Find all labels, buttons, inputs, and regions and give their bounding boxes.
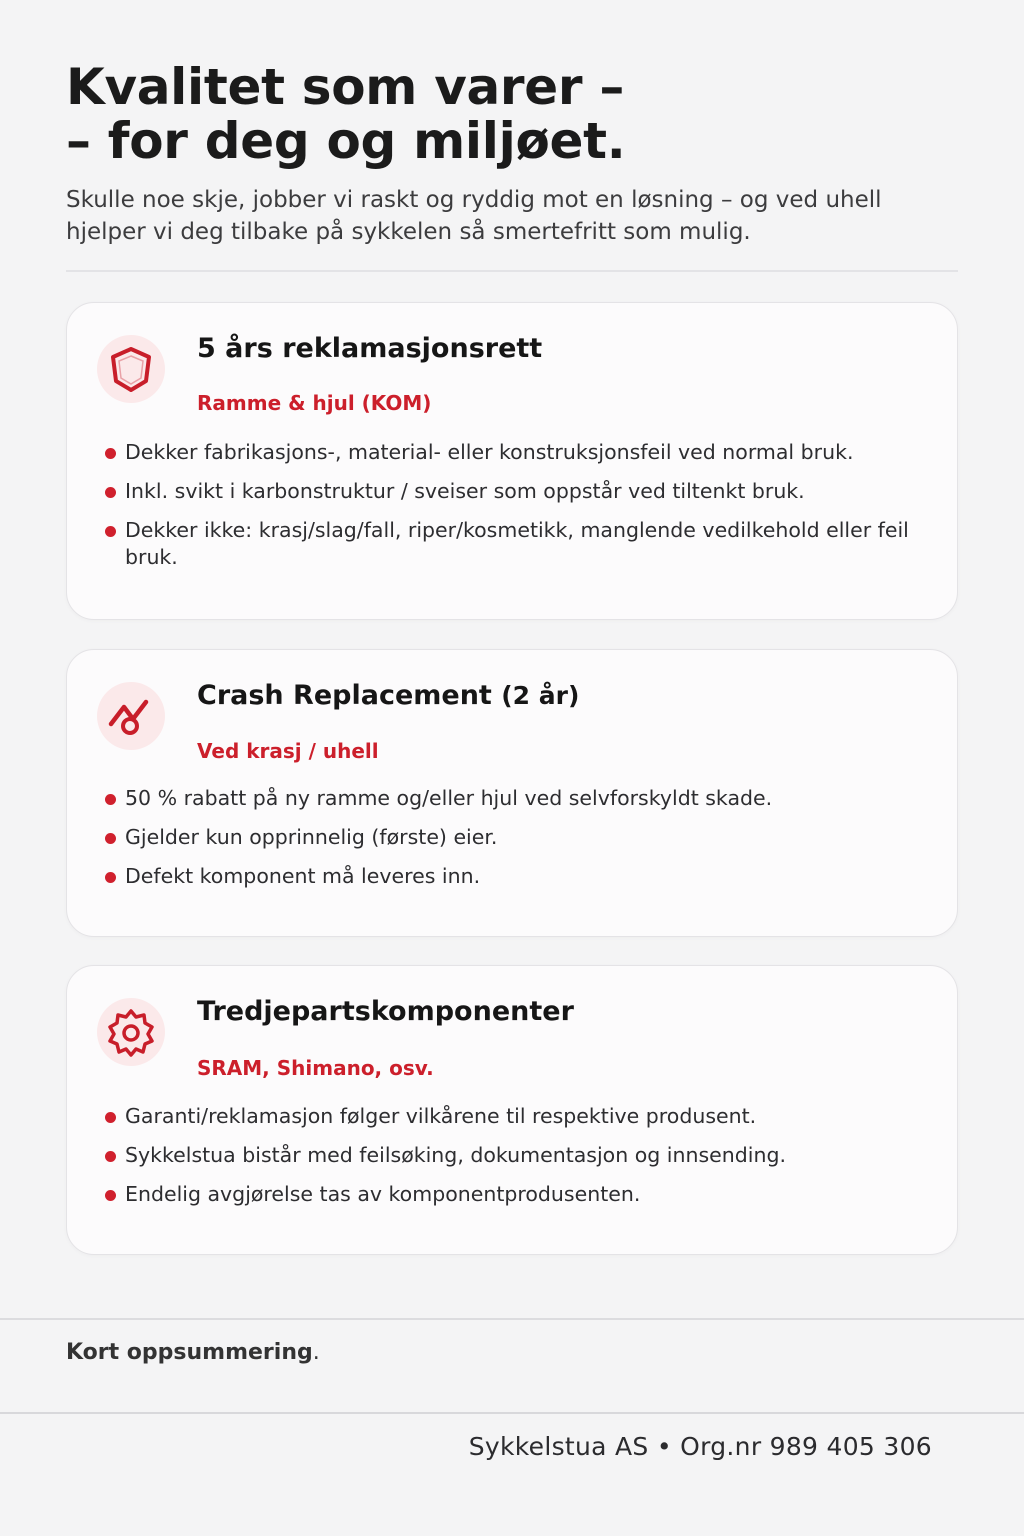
bullet-dot-icon (105, 487, 116, 498)
summary-suffix: . (312, 1340, 320, 1365)
list-item-text: Garanti/reklamasjon følger vilkårene til respektive produsent. (125, 1104, 757, 1128)
card-warranty (66, 302, 958, 620)
bullet-list (105, 785, 937, 902)
summary (66, 1340, 320, 1365)
bullet-dot-icon (105, 794, 116, 805)
card-title-suffix: (2 år) (501, 681, 580, 710)
bullet-dot-icon (105, 526, 116, 537)
divider (0, 1318, 1024, 1320)
hero (66, 60, 958, 248)
list-item (105, 517, 937, 571)
bullet-dot-icon (105, 1151, 116, 1162)
list-item-text: Defekt komponent må leveres inn. (125, 864, 481, 888)
gear-icon (97, 998, 165, 1066)
bullet-dot-icon (105, 1190, 116, 1201)
card-title-text: Crash Replacement (197, 680, 492, 711)
list-item (105, 1142, 937, 1169)
divider (0, 1412, 1024, 1414)
page-title-line-2: – for deg og miljøet. (66, 112, 626, 170)
bullet-dot-icon (105, 448, 116, 459)
card-subtitle: Ramme & hjul (KOM) (197, 391, 432, 415)
page-title-line-1: Kvalitet som varer – (66, 58, 625, 116)
bullet-list (105, 1103, 937, 1220)
footer-company-info: Sykkelstua AS • Org.nr 989 405 306 (468, 1432, 932, 1461)
card-title (197, 680, 579, 711)
card-third-party (66, 965, 958, 1255)
bullet-dot-icon (105, 1112, 116, 1123)
list-item (105, 785, 937, 812)
list-item-text: Dekker ikke: krasj/slag/fall, riper/kosmetikk, manglende vedilkehold eller feil bruk. (125, 518, 909, 569)
list-item (105, 824, 937, 851)
list-item-text: Sykkelstua bistår med feilsøking, dokumentasjon og innsending. (125, 1143, 787, 1167)
intro-text: Skulle noe skje, jobber vi raskt og ryddig mot en løsning – og ved uhell hjelper vi deg tilbake på sykkelen så smertefritt som mulig. (66, 187, 882, 245)
crash-icon (97, 682, 165, 750)
list-item-text: Endelig avgjørelse tas av komponentprodusenten. (125, 1182, 641, 1206)
card-subtitle: Ved krasj / uhell (197, 739, 379, 763)
list-item-text: 50 % rabatt på ny ramme og/eller hjul ved selvforskyldt skade. (125, 786, 773, 810)
list-item (105, 1181, 937, 1208)
shield-icon (97, 335, 165, 403)
bullet-dot-icon (105, 833, 116, 844)
card-title: 5 års reklamasjonsrett (197, 333, 543, 364)
list-item-text: Inkl. svikt i karbonstruktur / sveiser som oppstår ved tiltenkt bruk. (125, 479, 805, 503)
list-item (105, 1103, 937, 1130)
card-title: Tredjepartskomponenter (197, 996, 574, 1027)
list-item (105, 439, 937, 466)
card-crash-replacement (66, 649, 958, 937)
list-item-text: Dekker fabrikasjons-, material- eller konstruksjonsfeil ved normal bruk. (125, 440, 854, 464)
card-subtitle: SRAM, Shimano, osv. (197, 1056, 434, 1080)
list-item (105, 863, 937, 890)
page-title (66, 60, 958, 168)
list-item-text: Gjelder kun opprinnelig (første) eier. (125, 825, 498, 849)
bullet-list (105, 439, 937, 583)
bullet-dot-icon (105, 872, 116, 883)
divider (66, 270, 958, 272)
summary-label: Kort oppsummering (66, 1340, 313, 1365)
list-item (105, 478, 937, 505)
